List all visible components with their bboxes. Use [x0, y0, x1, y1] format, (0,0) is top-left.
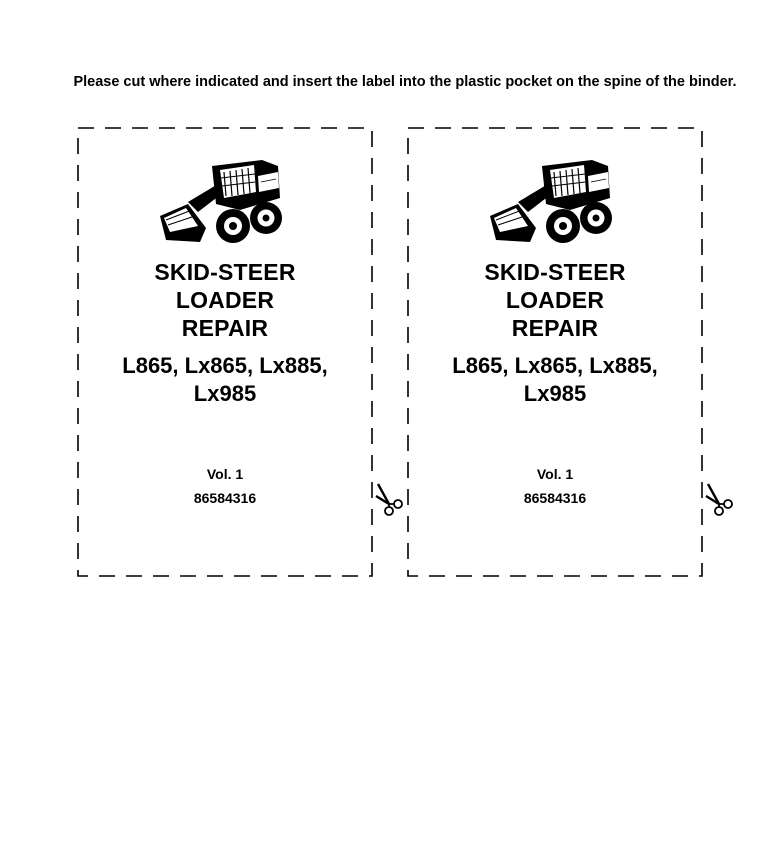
title-line: SKID-STEER: [154, 259, 296, 285]
volume-number: Vol. 1: [536, 466, 574, 482]
model-numbers: [408, 352, 702, 408]
title-line: LOADER: [505, 287, 605, 313]
skid-steer-loader-illustration: [488, 158, 623, 250]
spine-label-1: [78, 128, 372, 576]
models-line: L865, Lx865, Lx885,: [122, 353, 328, 378]
models-line: Lx985: [523, 381, 587, 406]
manual-title: [78, 258, 372, 342]
part-number: 86584316: [523, 490, 587, 506]
manual-title: [408, 258, 702, 342]
title-line: REPAIR: [511, 315, 599, 341]
title-line: SKID-STEER: [484, 259, 626, 285]
scissors-icon: [374, 482, 404, 520]
scissors-icon: [704, 482, 734, 520]
spine-label-2: [408, 128, 702, 576]
part-number: 86584316: [193, 490, 257, 506]
model-numbers: [78, 352, 372, 408]
cut-instruction: Please cut where indicated and insert the label into the plastic pocket on the spine of the binder.: [73, 74, 737, 90]
skid-steer-loader-illustration: [158, 158, 293, 250]
models-line: L865, Lx865, Lx885,: [452, 353, 658, 378]
volume-number: Vol. 1: [206, 466, 244, 482]
title-line: LOADER: [175, 287, 275, 313]
models-line: Lx985: [193, 381, 257, 406]
title-line: REPAIR: [181, 315, 269, 341]
